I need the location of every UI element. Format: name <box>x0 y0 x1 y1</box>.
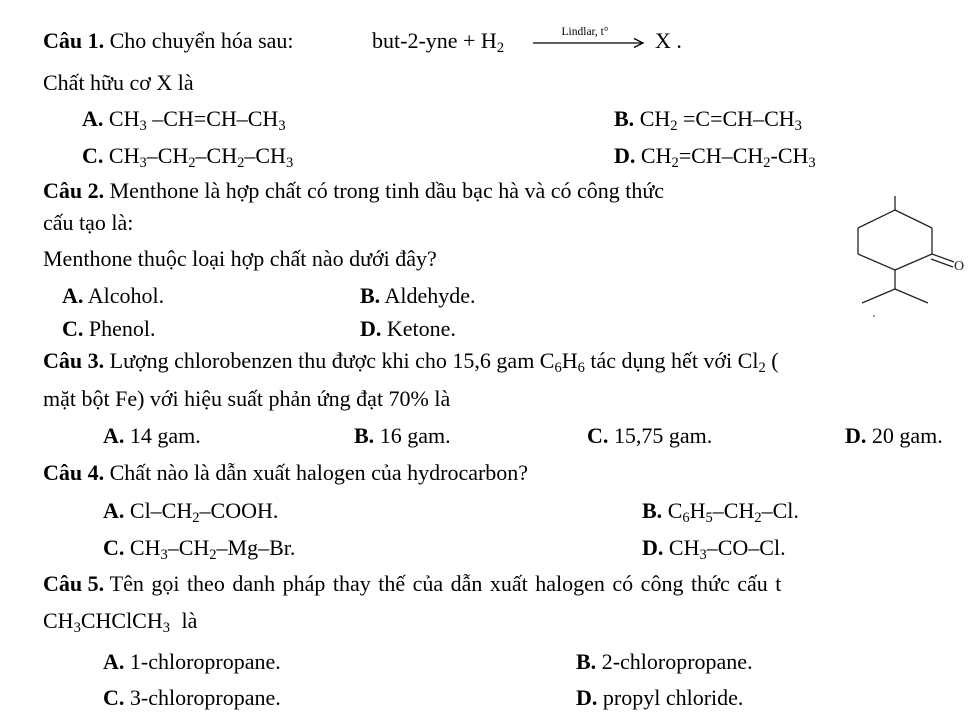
q5-formula: $CH_3CHClCH_3$ <box>43 608 171 637</box>
option-letter: B. <box>614 106 635 131</box>
option-text: Phenol. <box>88 316 156 341</box>
q1-product: X . <box>655 28 682 53</box>
option-letter: B. <box>642 498 663 523</box>
option-letter: D. <box>614 143 636 168</box>
q1-number: Câu 1. <box>43 28 105 53</box>
q3-option-c[interactable] <box>587 425 712 447</box>
q1-question: Chất hữu cơ X là <box>43 70 194 95</box>
option-text: Ketone. <box>386 316 456 341</box>
option-letter: A. <box>82 106 104 131</box>
q1-h2-subscript: 2 <box>496 40 505 57</box>
q4-option-c-formula: $CH_3-CH_2-Mg-Br$. <box>129 535 296 564</box>
q4-number: Câu 4. <box>43 460 105 485</box>
option-text: Alcohol. <box>87 283 165 308</box>
q4-option-b-formula: $C_6H_5-CH_2-Cl$. <box>667 498 799 527</box>
q5-question: Tên gọi theo danh pháp thay thế của dẫn xuất halogen có công thức cấu t <box>109 571 782 596</box>
menthone-structure <box>840 196 971 322</box>
arrow-icon <box>531 26 653 52</box>
q4-line <box>43 462 528 484</box>
option-text: 1-chloropropane. <box>129 649 281 674</box>
q4-option-d[interactable] <box>642 535 786 564</box>
oxygen-atom: O <box>954 259 965 274</box>
q5-number: Câu 5. <box>43 571 105 596</box>
option-letter: A. <box>103 498 125 523</box>
q1-option-a-formula: $CH_3$ $-CH=CH-CH_3$ <box>108 106 286 135</box>
q3-option-d[interactable] <box>845 425 943 447</box>
option-letter: D. <box>576 685 598 710</box>
q4-option-a-formula: $Cl-CH_2$–COOH. <box>129 498 279 527</box>
q5-option-c[interactable] <box>103 687 281 709</box>
option-letter: D. <box>642 535 664 560</box>
q1-option-b[interactable] <box>614 106 802 135</box>
q4-option-d-formula: $CH_3-CO-Cl$. <box>668 535 786 564</box>
q5-option-b[interactable] <box>576 651 753 673</box>
q1-reactants <box>372 28 505 57</box>
ring-bond <box>858 254 895 270</box>
q2-line1 <box>43 180 664 202</box>
q3-option-b[interactable] <box>354 425 451 447</box>
q4-option-b[interactable] <box>642 498 799 527</box>
ring-bond <box>895 210 932 228</box>
q5-la: là <box>181 608 198 633</box>
option-letter: C. <box>62 316 84 341</box>
menthone-skeletal-diagram <box>840 196 971 322</box>
q2-line2: cấu tạo là: <box>43 210 134 235</box>
q3-line1 <box>43 348 779 377</box>
q5-line1 <box>43 573 781 595</box>
option-letter: D. <box>845 423 867 448</box>
option-text: 3-chloropropane. <box>129 685 281 710</box>
q2-option-a[interactable] <box>62 285 164 307</box>
q3-option-a[interactable] <box>103 425 201 447</box>
q1-option-b-formula: $CH_2 =C=CH-CH_3$ <box>639 106 802 135</box>
q3-number: Câu 3. <box>43 348 105 373</box>
option-letter: C. <box>103 535 125 560</box>
ring-bond <box>858 210 895 228</box>
q1-reaction-arrow <box>531 26 653 52</box>
option-letter: C. <box>587 423 609 448</box>
q2-option-d[interactable] <box>360 318 456 340</box>
q1-arrow-label: Lindlar, t° <box>561 26 609 38</box>
option-letter: A. <box>103 423 125 448</box>
option-text: propyl chloride. <box>602 685 744 710</box>
option-letter: C. <box>103 685 125 710</box>
q3-text-1: Lượng chlorobenzen thu được khi cho 15,6 gam $C_6H_6$ tác dụng hết với $Cl_2$ ( <box>109 348 779 377</box>
option-letter: A. <box>62 283 84 308</box>
option-letter: C. <box>82 143 104 168</box>
option-letter: D. <box>360 316 382 341</box>
q2-number: Câu 2. <box>43 178 105 203</box>
q4-option-a[interactable] <box>103 498 279 527</box>
q5-option-a[interactable] <box>103 651 281 673</box>
q5-option-d[interactable] <box>576 687 743 709</box>
q2-question: Menthone thuộc loại hợp chất nào dưới đây? <box>43 246 437 271</box>
q2-option-b[interactable] <box>360 285 476 307</box>
q1-reactant-text: but-2-yne + H <box>372 28 497 53</box>
option-text: 2-chloropropane. <box>601 649 753 674</box>
q4-option-c[interactable] <box>103 535 296 564</box>
q5-line2 <box>43 608 198 637</box>
option-text: 14 gam. <box>129 423 201 448</box>
q1-option-d-formula: $CH_2=CH-CH_2-CH_3$ <box>640 143 816 172</box>
q1-option-d[interactable] <box>614 143 816 172</box>
q3-line2: mặt bột Fe) với hiệu suất phản ứng đạt 70% là <box>43 386 451 411</box>
option-text: 20 gam. <box>871 423 943 448</box>
q1-option-c-formula: $CH_3-CH_2-CH_2-CH_3$ <box>108 143 294 172</box>
q1-prompt: Cho chuyển hóa sau: <box>109 28 294 53</box>
q4-question: Chất nào là dẫn xuất halogen của hydrocarbon? <box>109 460 529 485</box>
isopropyl-bond <box>895 289 928 303</box>
q1-option-c[interactable] <box>82 143 294 172</box>
option-text: 16 gam. <box>379 423 451 448</box>
option-letter: B. <box>360 283 381 308</box>
q1-option-a[interactable] <box>82 106 286 135</box>
option-letter: A. <box>103 649 125 674</box>
option-text: 15,75 gam. <box>613 423 713 448</box>
ring-bond <box>895 254 932 270</box>
option-text: Aldehyde. <box>384 283 476 308</box>
option-letter: B. <box>354 423 375 448</box>
q2-option-c[interactable] <box>62 318 156 340</box>
option-letter: B. <box>576 649 597 674</box>
isopropyl-bond <box>862 289 895 303</box>
q1-header <box>43 30 294 52</box>
q2-text-1: Menthone là hợp chất có trong tinh dầu bạc hà và có công thức <box>109 178 665 203</box>
